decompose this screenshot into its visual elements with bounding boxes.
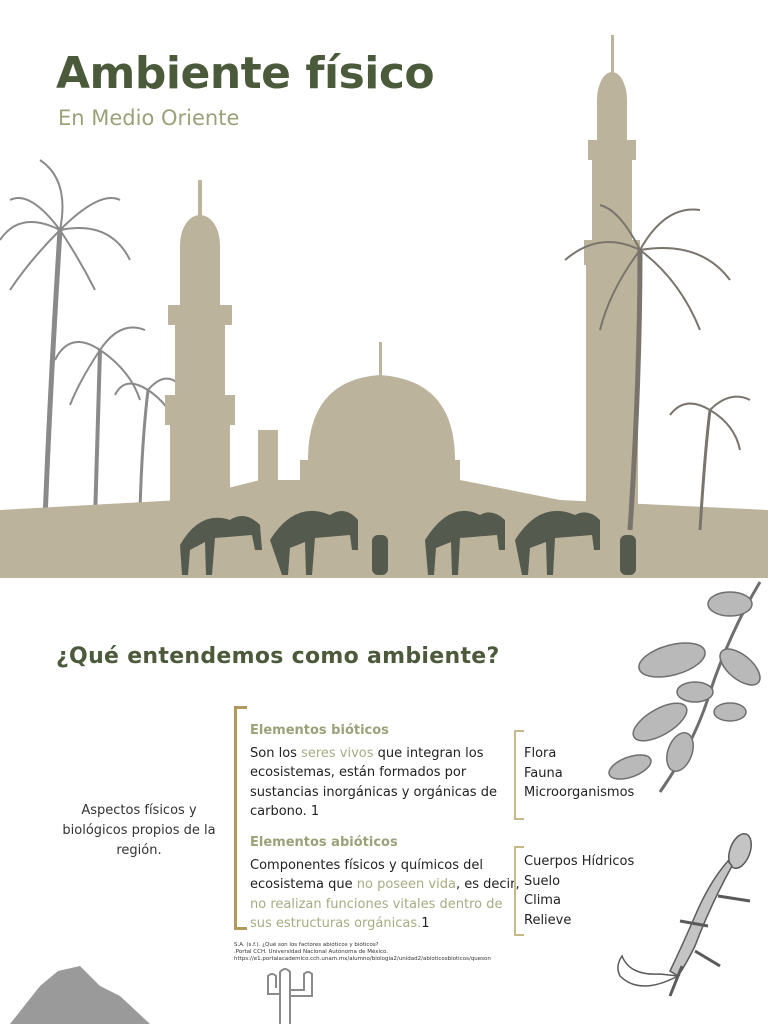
abioticos-heading: Elementos abióticos bbox=[250, 835, 398, 850]
section-question: ¿Qué entendemos como ambiente? bbox=[56, 644, 500, 669]
highlight-no-vida: no poseen vida bbox=[356, 877, 456, 892]
page-title: Ambiente físico bbox=[56, 48, 435, 99]
abioticos-block bbox=[250, 833, 520, 934]
list-item: Cuerpos Hídricos bbox=[524, 854, 635, 869]
gecko-illustration bbox=[600, 826, 768, 1024]
list-item: Clima bbox=[524, 893, 561, 908]
mosque-skyline-illustration bbox=[0, 30, 768, 578]
aspects-text: Aspectos físicos y biológicos propios de la región. bbox=[62, 803, 216, 858]
citation: S.A. (s.f.). ¿Qué son los factores abióticos y bióticos? .Portal CCH. Universidad Nacional Autónoma de México. https://e1.portalacademico.cch.unam.mx/alumno/biologia2/unidad2/abioticosbioticos/queson bbox=[234, 942, 491, 962]
page-subtitle: En Medio Oriente bbox=[58, 106, 240, 130]
bioticos-block bbox=[250, 721, 520, 822]
leafy-branch-illustration bbox=[600, 572, 768, 812]
list-item: Microorganismos bbox=[524, 785, 635, 800]
mountain-sketch-icon bbox=[10, 956, 150, 1024]
cactus-icon bbox=[250, 964, 330, 1024]
list-item: Suelo bbox=[524, 873, 561, 889]
right-mosque-tower bbox=[584, 35, 640, 505]
bioticos-bracket bbox=[514, 730, 524, 820]
left-mosque-tower bbox=[165, 180, 235, 525]
list-item: Fauna bbox=[524, 765, 563, 781]
list-item: Relieve bbox=[524, 912, 572, 928]
left-palm-tree-icon bbox=[0, 160, 180, 520]
highlight-funciones: no realizan funciones vitales dentro de sus estructuras orgánicas. bbox=[250, 896, 503, 931]
list-item: Flora bbox=[524, 746, 557, 761]
abioticos-text: Componentes físicos y químicos del ecosistema que no poseen vida, es decir, no realizan funciones vitales dentro de sus estructuras orgánicas.1 bbox=[250, 857, 520, 931]
highlight-seres-vivos: seres vivos bbox=[301, 745, 374, 761]
main-bracket bbox=[234, 706, 247, 930]
abioticos-bracket bbox=[514, 846, 524, 936]
bioticos-text: Son los seres vivos que integran los ecosistemas, están formados por sustancias inorgánicas y orgánicas de carbono. 1 bbox=[250, 745, 497, 819]
bioticos-heading: Elementos bióticos bbox=[250, 723, 389, 738]
